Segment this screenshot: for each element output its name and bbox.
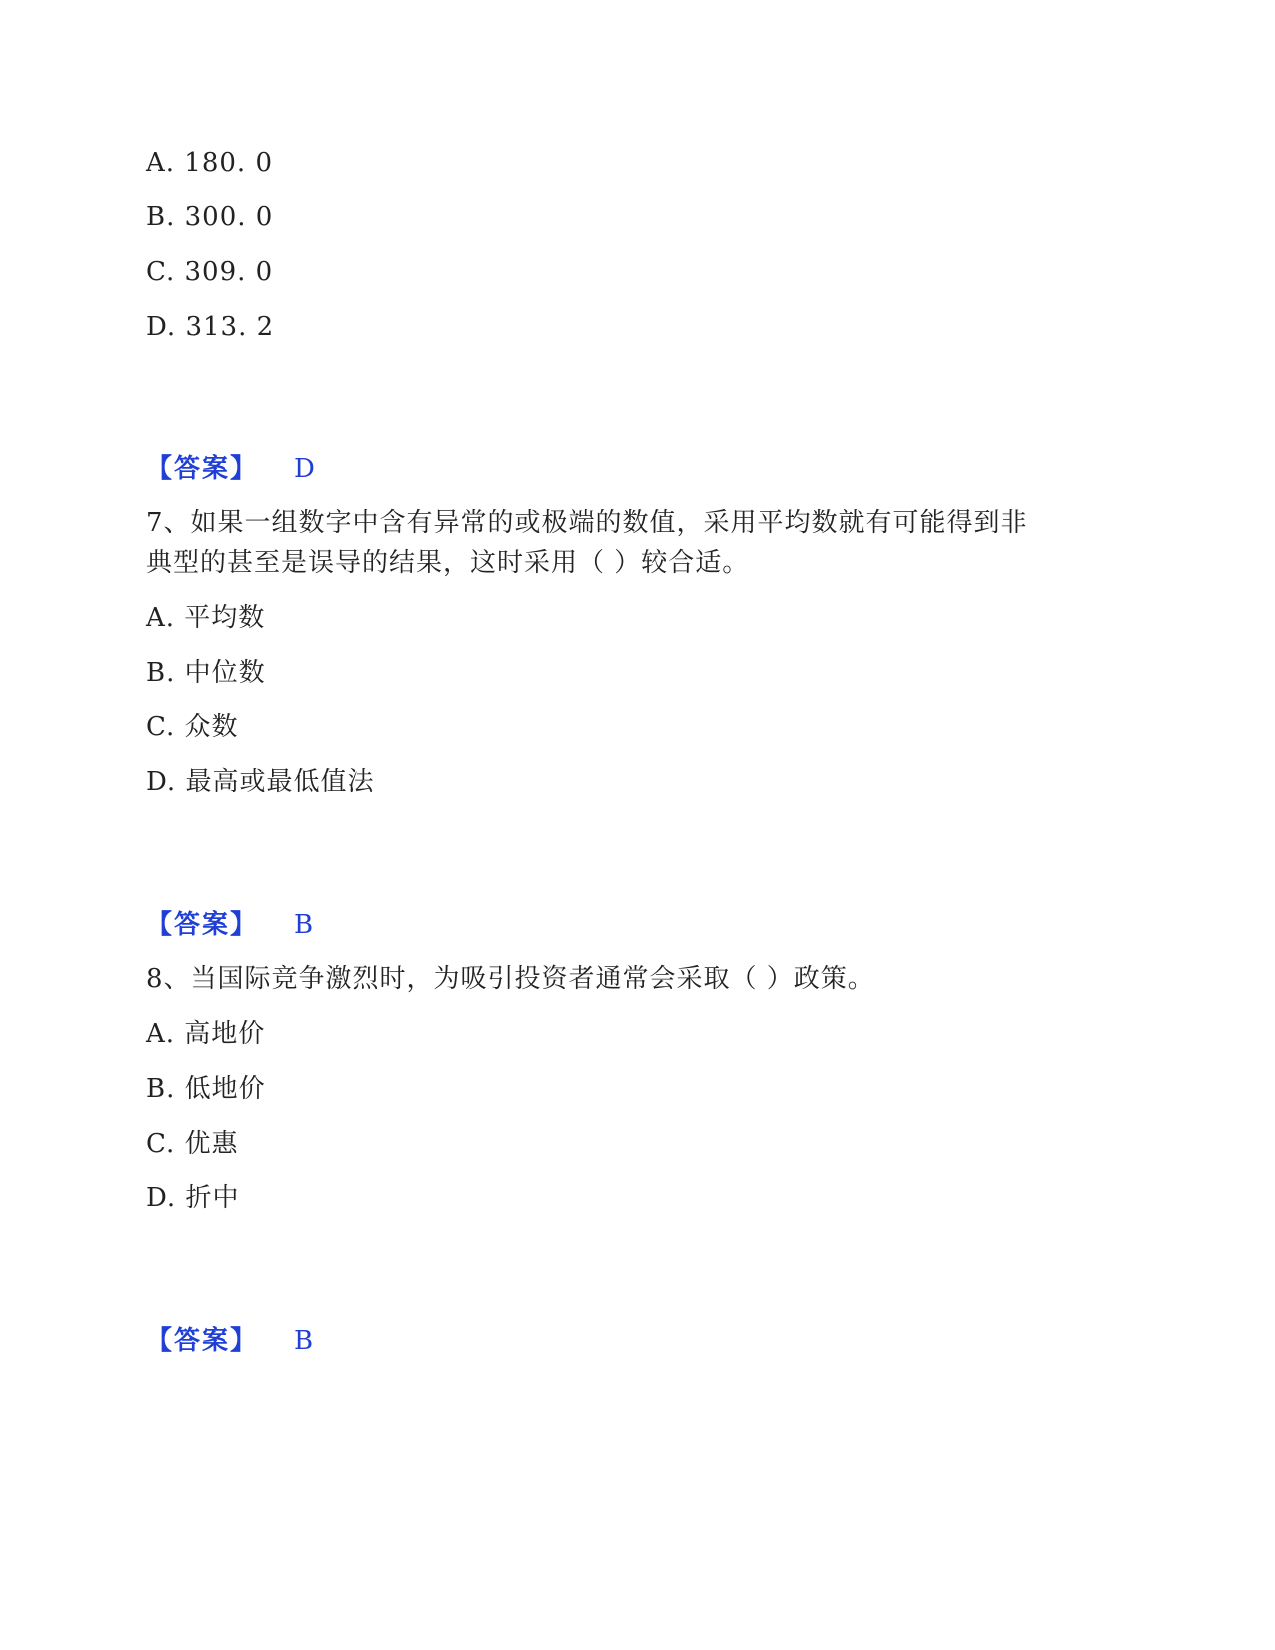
q7-question-line-2: 典型的甚至是误导的结果，这时采用（ ）较合适。 [146,548,750,578]
q7-option-c: C. 众数 [146,712,239,742]
q8-option-d: D. 折中 [146,1183,240,1213]
q7-option-a: A. 平均数 [146,603,266,633]
q7-question-line-1: 7、如果一组数字中含有异常的或极端的数值，采用平均数就有可能得到非 [146,508,1028,538]
answer-value: B [294,1326,314,1356]
q7-option-b: B. 中位数 [146,658,266,688]
q6-option-d: D. 313. 2 [146,312,275,342]
q7-answer [146,908,314,942]
q8-option-c: C. 优惠 [146,1129,239,1159]
answer-label: 【答案】 [146,910,259,940]
answer-label: 【答案】 [146,454,259,484]
answer-value: B [294,910,314,940]
answer-value: D [294,454,315,484]
q7-option-d: D. 最高或最低值法 [146,767,375,797]
q8-option-b: B. 低地价 [146,1074,266,1104]
q6-option-c: C. 309. 0 [146,257,274,287]
q6-option-a: A. 180. 0 [146,148,274,178]
q6-answer [146,452,315,486]
q8-answer [146,1324,314,1358]
answer-label: 【答案】 [146,1326,259,1356]
q6-option-b: B. 300. 0 [146,202,274,232]
q8-option-a: A. 高地价 [146,1019,266,1049]
q8-question: 8、当国际竞争激烈时，为吸引投资者通常会采取（ ）政策。 [146,964,875,994]
